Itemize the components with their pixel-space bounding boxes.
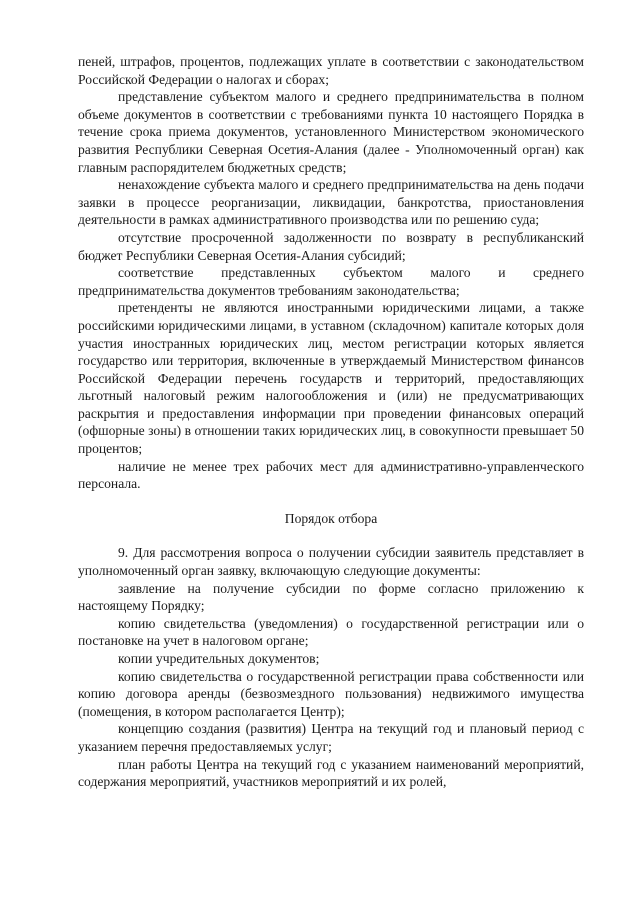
paragraph: план работы Центра на текущий год с указанием наименований мероприятий, содержания мероприятий, участников мероприятий и их ролей, xyxy=(78,756,584,790)
paragraph: 9. Для рассмотрения вопроса о получении субсидии заявитель представляет в уполномоченный орган заявку, включающую следующие документы: xyxy=(78,545,584,579)
paragraph-continuation: пеней, штрафов, процентов, подлежащих уплате в соответствии с законодательством Российской Федерации о налогах и сборах; xyxy=(78,54,584,87)
paragraph: копию свидетельства о государственной регистрации права собственности или копию договора аренды (безвозмездного пользования) недвижимого имущества (помещения, в котором располагается Центр); xyxy=(78,668,584,719)
paragraph: концепцию создания (развития) Центра на текущий год и плановый период с указанием перечня предоставляемых услуг; xyxy=(78,721,584,754)
paragraph: представление субъектом малого и среднего предпринимательства в полном объеме документов в соответствии с требованиями пункта 10 настоящего Порядка в течение срока приема документов, установленного Министерством экономического развития Республики Северная Осетия-Алания (далее - Уполномоченный орган) как главным распорядителем бюджетных средств; xyxy=(78,89,584,175)
paragraph: заявление на получение субсидии по форме согласно приложению к настоящему Порядку; xyxy=(78,580,584,614)
paragraph: наличие не менее трех рабочих мест для административно-управленческого персонала. xyxy=(78,458,584,492)
document-body xyxy=(78,53,584,791)
paragraph: копию свидетельства (уведомления) о государственной регистрации или о постановке на учет в налоговом органе; xyxy=(78,615,584,649)
paragraph: соответствие представленных субъектом малого и среднего предпринимательства документов требованиям законодательства; xyxy=(78,265,584,298)
paragraph: претенденты не являются иностранными юридическими лицами, а также российскими юридическими лицами, в уставном (складочном) капитале которых доля участия иностранных юридических лиц, местом регистрации которых является государство или территория, включенные в утверждаемый Министерством финансов Российской Федерации перечень государств и территорий, предоставляющих льготный налоговый режим налогообложения и (или) не предусматривающих раскрытия и предоставления информации при проведении финансовых операций (офшорные зоны) в отношении таких юридических лиц, в совокупности превышает 50 процентов; xyxy=(78,300,584,457)
paragraph: ненахождение субъекта малого и среднего предпринимательства на день подачи заявки в процессе реорганизации, ликвидации, банкротства, приостановления деятельности в рамках административного производства или по решению суда; xyxy=(78,177,584,228)
paragraph: отсутствие просроченной задолженности по возврату в республиканский бюджет Республики Северная Осетия-Алания субсидий; xyxy=(78,229,584,263)
section-heading: Порядок отбора xyxy=(284,510,378,526)
paragraph: копии учредительных документов; xyxy=(118,651,320,666)
